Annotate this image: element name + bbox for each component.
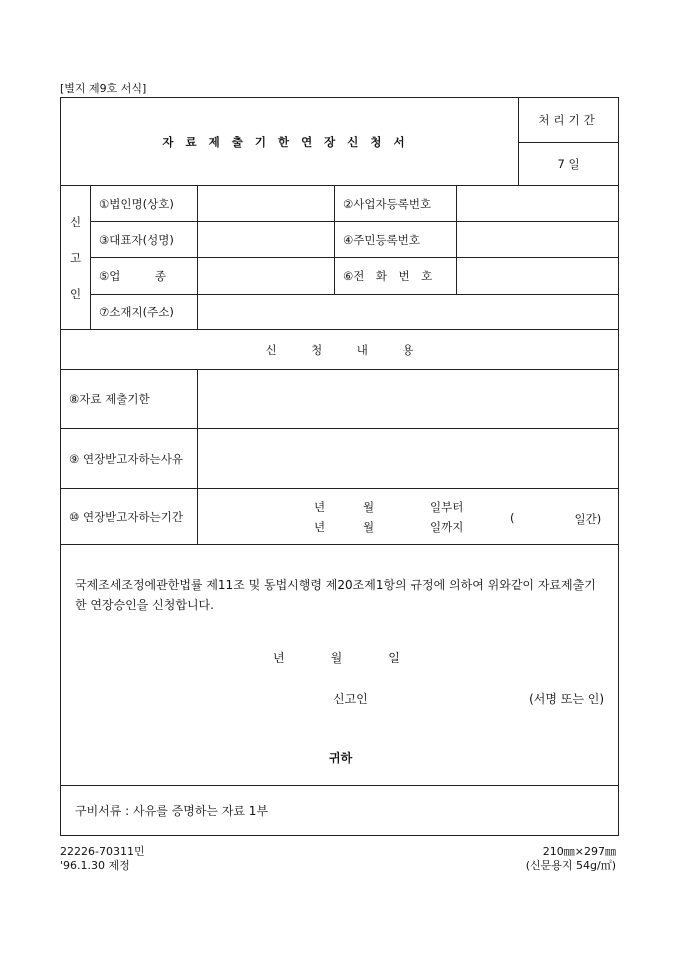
statement-text: 국제조세조정에관한법률 제11조 및 동법시행령 제20조제1항의 규정에 의하여 위와같이 자료제출기한 연장승인을 신청합니다. [75,578,596,612]
reason-label: ⑨ 연장받고자하는사유 [61,429,198,489]
date-day: 일 [388,651,400,665]
form-code: 22226-70311민 [60,845,145,858]
period-to-year: 년 [314,519,326,534]
form-number-label: [별지 제9호 서식] [60,82,147,95]
paper-type: (신문용지 54g/㎡) [525,859,616,872]
rep-name-field[interactable] [198,222,335,258]
biz-reg-no-label: ②사업자등록번호 [335,186,457,222]
deadline-field[interactable] [198,370,619,429]
corp-name-label: ①법인명(상호) [91,186,198,222]
reporter-side-label [61,186,91,330]
address-field[interactable] [198,295,619,330]
period-to-month: 월 [363,519,375,534]
addressee: 귀하 [329,751,353,765]
phone-label: ⑥전 화 번 호 [335,258,457,295]
paper-size: 210㎜×297㎜ [542,845,616,858]
period-to-day: 일까지 [430,519,464,534]
reporter-side-char-3: 인 [69,286,82,301]
period-days: 일간) [574,511,602,526]
period-dates [314,499,510,535]
attachments: 구비서류 : 사유를 증명하는 자료 1부 [61,786,619,836]
industry-field[interactable] [198,258,335,295]
period-label: ⑩ 연장받고자하는기간 [61,489,198,545]
reporter-label: 신고인 [333,692,368,706]
period-from-month: 월 [363,499,375,514]
section-title: 신 청 내 용 [61,330,619,370]
biz-reg-no-field[interactable] [457,186,619,222]
resident-no-label: ④주민등록번호 [335,222,457,258]
period-field[interactable] [198,489,619,545]
processing-period-value: 7 일 [519,143,619,186]
reporter-side-char-2: 고 [69,250,82,265]
footer-left [60,845,145,873]
processing-period-label: 처리기간 [519,98,619,143]
statement-area [61,545,619,786]
reporter-sign: (서명 또는 인) [529,692,605,706]
address-label: ⑦소재지(주소) [91,295,198,330]
corp-name-field[interactable] [198,186,335,222]
enacted-date: '96.1.30 제정 [60,859,130,872]
period-open-paren: ( [510,510,515,525]
reason-field[interactable] [198,429,619,489]
rep-name-label: ③대표자(성명) [91,222,198,258]
application-form [60,97,619,836]
reporter-side-char-1: 신 [69,214,82,229]
period-from-day: 일부터 [430,499,464,514]
resident-no-field[interactable] [457,222,619,258]
period-from-year: 년 [314,499,326,514]
form-title: 자료제출기한연장신청서 [61,98,519,186]
phone-field[interactable] [457,258,619,295]
reporter-line [75,690,604,707]
industry-label: ⑤업 종 [91,258,198,295]
footer-right [526,845,616,873]
date-line [75,649,604,666]
deadline-label: ⑧자료 제출기한 [61,370,198,429]
date-year: 년 [273,651,285,665]
date-month: 월 [330,651,343,665]
